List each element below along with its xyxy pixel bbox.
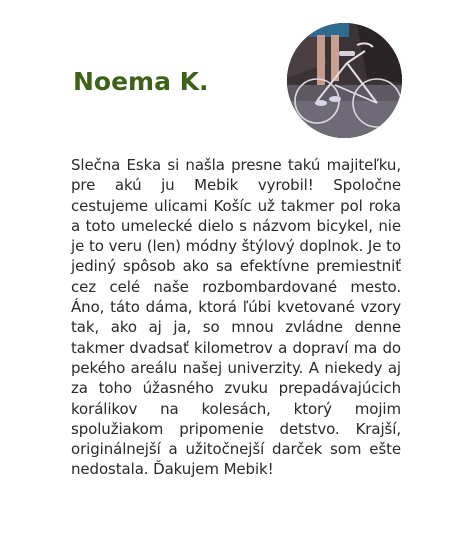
author-photo	[287, 23, 402, 138]
author-name: Noema K.	[73, 67, 209, 96]
testimonial-text: Slečna Eska si našla presne takú majiteľku, pre akú ju Mebik vyrobil! Spoločne cestujeme ulicami Košíc už takmer pol roka a toto umelecké dielo s názvom bicykel, nie je to veru (len) módny štýlový doplnok. Je to jediný spôsob ako sa efektívne premiestniť cez celé naše rozbombardované mesto. Áno, táto dáma, ktorá ľúbi kvetované vzory tak, ako aj ja, so mnou zvládne denne takmer dvadsať kilometrov a dopraví ma do pekého areálu našej univerzity. A niekedy aj za toho úžasného zvuku prepadávajúcich korálikov na kolesách, ktorý mojim spolužiakom pripomenie detstvo. Krajší, originálnejší a užitočnejší darček som ešte nedostala. Ďakujem Mebik!	[71, 156, 401, 479]
